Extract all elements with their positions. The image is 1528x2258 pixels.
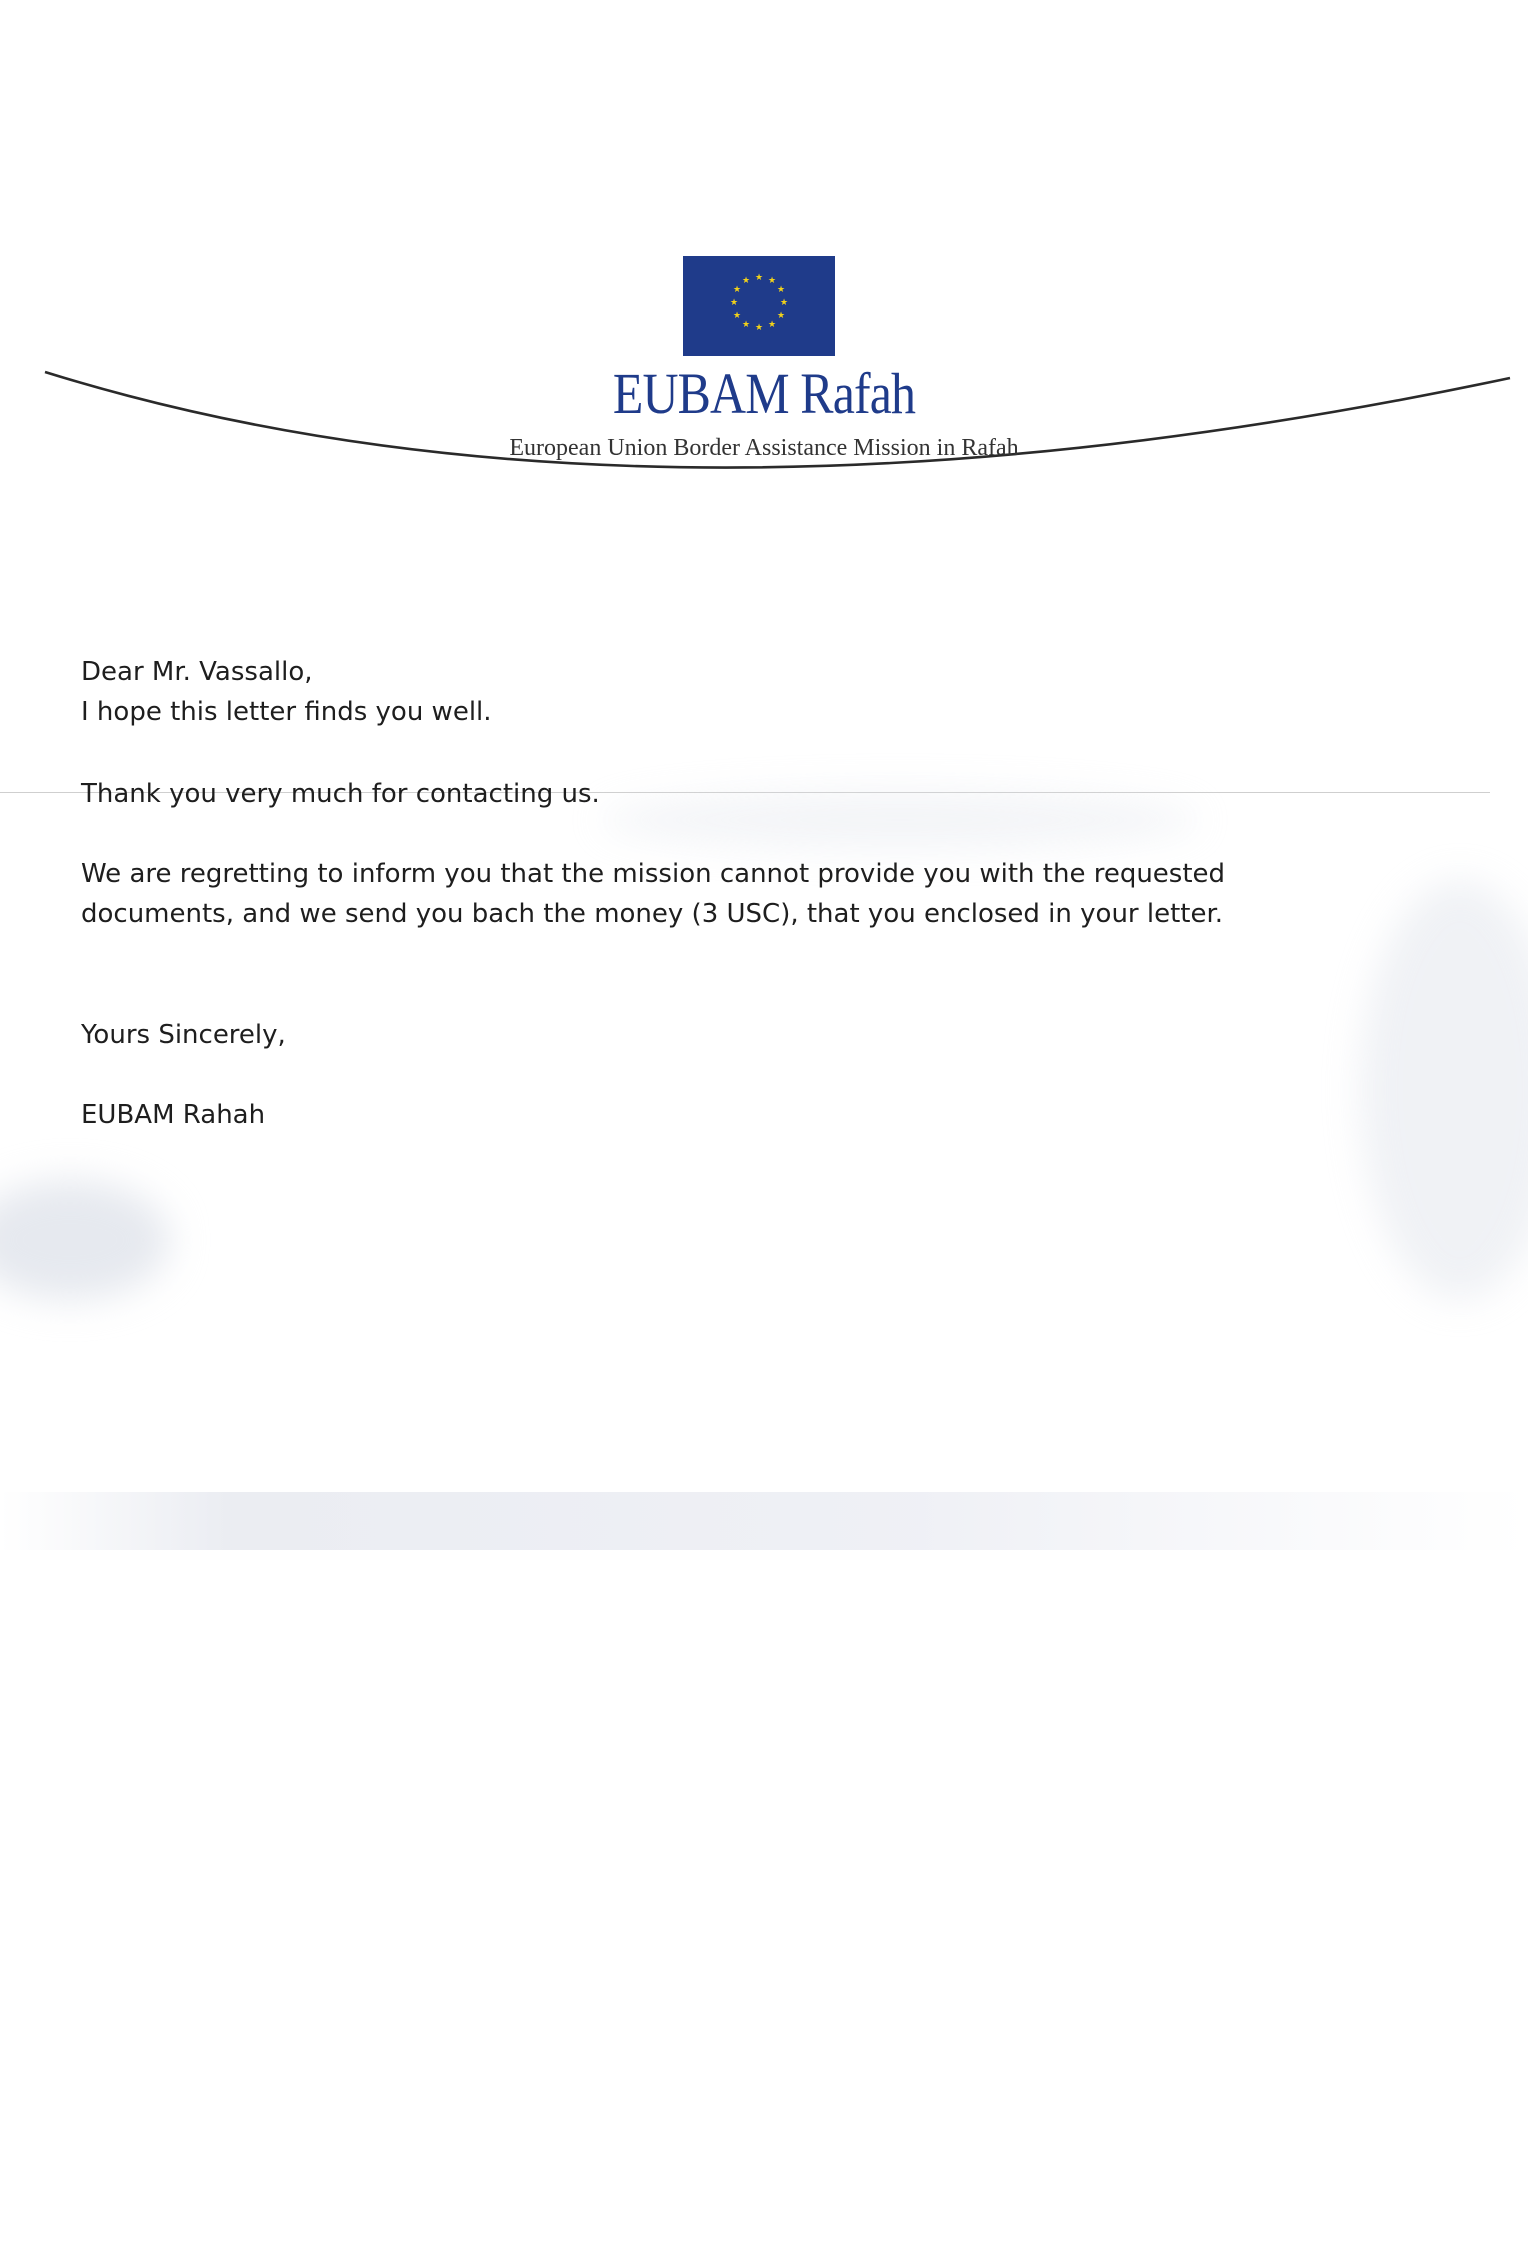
salutation: Dear Mr. Vassallo, xyxy=(81,657,313,687)
thanks-line: Thank you very much for contacting us. xyxy=(81,779,600,809)
scan-shadow-mid xyxy=(600,790,1200,850)
svg-text:★: ★ xyxy=(779,298,789,308)
svg-text:★: ★ xyxy=(776,285,786,295)
org-name: EUBAM Rafah xyxy=(612,361,916,426)
main-paragraph-line-2: documents, and we send you bach the money (3 USC), that you enclosed in your letter. xyxy=(81,899,1224,929)
svg-text:★: ★ xyxy=(729,298,739,308)
svg-text:★: ★ xyxy=(767,276,777,286)
svg-text:★: ★ xyxy=(754,273,764,283)
svg-text:★: ★ xyxy=(754,323,764,333)
svg-text:★: ★ xyxy=(741,320,751,330)
scan-shadow-right xyxy=(1360,880,1528,1300)
svg-text:★: ★ xyxy=(732,311,742,321)
org-full-name: European Union Border Assistance Mission in Rafah xyxy=(509,435,1019,461)
letterhead xyxy=(0,0,1528,560)
svg-text:★: ★ xyxy=(732,285,742,295)
svg-text:★: ★ xyxy=(776,311,786,321)
eu-flag-icon xyxy=(683,256,835,356)
svg-text:★: ★ xyxy=(741,276,751,286)
opening-line: I hope this letter finds you well. xyxy=(81,697,492,727)
closing: Yours Sincerely, xyxy=(81,1020,286,1050)
svg-text:★: ★ xyxy=(767,320,777,330)
salutation-block xyxy=(81,652,492,732)
scan-fold-streak xyxy=(0,1492,1528,1550)
main-paragraph xyxy=(81,854,1401,934)
eu-stars-circle xyxy=(683,256,835,356)
scan-shadow-left xyxy=(0,1180,170,1300)
main-paragraph-line-1: We are regretting to inform you that the mission cannot provide you with the requested xyxy=(81,859,1226,889)
signature: EUBAM Rahah xyxy=(81,1100,266,1130)
